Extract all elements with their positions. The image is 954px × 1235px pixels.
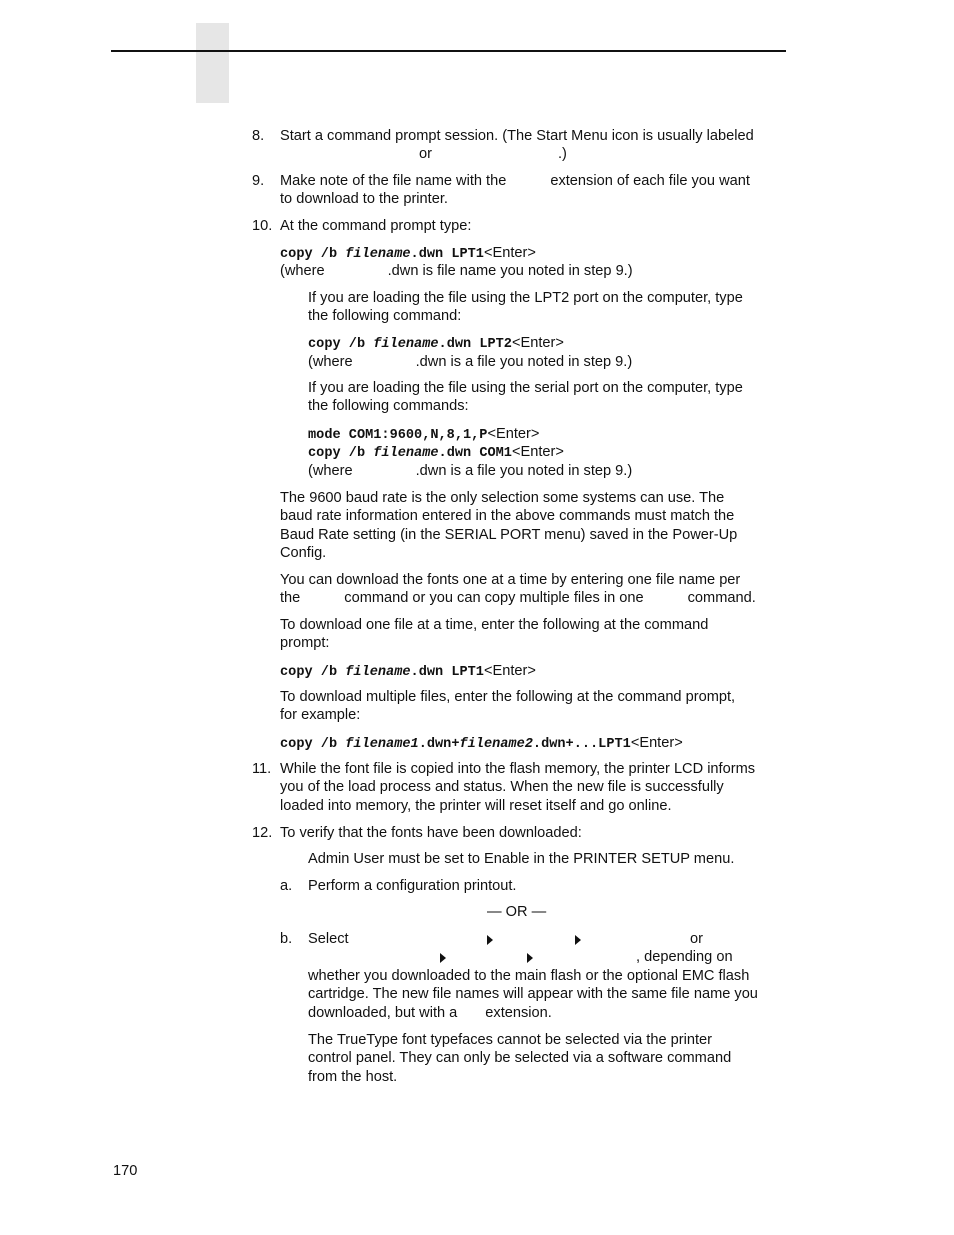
step-8-or: or xyxy=(419,146,432,163)
substep-b-last-line xyxy=(308,1004,758,1022)
substep-a-text: Perform a configuration printout. xyxy=(308,878,517,894)
step-11-number: 11. xyxy=(252,761,272,777)
cmd-target: .dwn LPT2 xyxy=(438,337,512,352)
triangle-right-icon xyxy=(440,950,446,968)
truetype-line: control panel. They can only be selected via a software command xyxy=(308,1050,732,1067)
cmd-enter: <Enter> xyxy=(511,444,564,460)
baud-line: Config. xyxy=(280,545,327,562)
step-11-line: you of the load process and status. When the new file is successfully xyxy=(280,779,724,796)
word-the: the xyxy=(280,590,301,607)
triangle-right-icon xyxy=(487,932,493,950)
single-file-line2: prompt: xyxy=(280,635,330,652)
chapter-tab xyxy=(196,23,229,103)
where-text: .dwn is a file you noted in step 9.) xyxy=(415,354,633,370)
cmd-filename: filename xyxy=(345,665,411,680)
one-at-a-time-line1: You can download the fonts one at a time by entering one file name per xyxy=(280,572,741,588)
step-12-intro: To verify that the fonts have been downloaded: xyxy=(280,825,582,841)
cmd-mode: mode COM1:9600,N,8,1,P xyxy=(308,428,488,443)
baud-line: Baud Rate setting (in the SERIAL PORT menu) saved in the Power-Up xyxy=(280,526,738,543)
command-com1 xyxy=(308,443,564,463)
step-9-line1 xyxy=(280,172,750,190)
step-12-number: 12. xyxy=(252,825,273,841)
serial-line1: If you are loading the file using the serial port on the computer, type xyxy=(308,380,743,396)
lpt2-line2: the following command: xyxy=(308,308,462,325)
substep-b-line1 xyxy=(308,930,349,948)
single-file-paragraph xyxy=(280,616,708,653)
truetype-line: from the host. xyxy=(308,1068,398,1085)
step-8-end: .) xyxy=(557,146,567,163)
truetype-line: The TrueType font typefaces cannot be selected via the printer xyxy=(308,1032,712,1048)
baud-line: The 9600 baud rate is the only selection some systems can use. The xyxy=(280,490,725,506)
multi-file-line2: for example: xyxy=(280,707,361,724)
command-lpt2 xyxy=(308,334,564,354)
serial-paragraph xyxy=(308,379,743,416)
one-at-a-time-paragraph xyxy=(280,571,756,608)
cmd-filename: filename xyxy=(373,337,439,352)
where-note-3 xyxy=(308,462,632,480)
multi-file-paragraph xyxy=(280,688,735,725)
word-command: command. xyxy=(687,590,756,607)
where-text: .dwn is a file you noted in step 9.) xyxy=(415,463,633,479)
downloaded-text: downloaded, but with a xyxy=(308,1004,458,1021)
step-9-line1-a: Make note of the file name with the xyxy=(280,173,507,189)
where-note-1 xyxy=(280,262,633,280)
step-10-number: 10. xyxy=(252,218,273,234)
baud-paragraph xyxy=(280,489,737,563)
step-8-number: 8. xyxy=(252,128,265,144)
step-11-line: While the font file is copied into the flash memory, the printer LCD informs xyxy=(280,761,756,777)
where-label: (where xyxy=(308,463,353,479)
cmd-copy: copy /b xyxy=(308,446,374,461)
baud-line: baud rate information entered in the above commands must match the xyxy=(280,508,735,525)
admin-user-note: Admin User must be set to Enable in the PRINTER SETUP menu. xyxy=(308,851,735,867)
step-8-line2 xyxy=(280,145,754,163)
word-select: Select xyxy=(308,931,349,947)
where-text: .dwn is file name you noted in step 9.) xyxy=(387,263,633,279)
header-rule xyxy=(111,50,786,52)
truetype-note xyxy=(308,1031,731,1086)
where-note-2 xyxy=(308,353,632,371)
lpt2-line1: If you are loading the file using the LPT2 port on the computer, type xyxy=(308,290,743,306)
cmd-copy: copy /b xyxy=(308,337,374,352)
step-8-line1: Start a command prompt session. (The Start Menu icon is usually labeled xyxy=(280,128,754,144)
cmd-copy: copy /b xyxy=(280,247,346,262)
lpt2-paragraph xyxy=(308,289,743,326)
step-9-line2: to download to the printer. xyxy=(280,191,448,208)
or-separator: — OR — xyxy=(487,904,547,920)
serial-line2: the following commands: xyxy=(308,398,469,415)
substep-b-letter: b. xyxy=(280,931,293,947)
step-9-line1-b: extension of each file you want xyxy=(550,173,750,189)
cmd-copy: copy /b xyxy=(280,737,346,752)
step-11-line: loaded into memory, the printer will reset itself and go online. xyxy=(280,797,672,814)
page-number: 170 xyxy=(113,1163,138,1179)
copy-multiple-text: command or you can copy multiple files in one xyxy=(344,590,644,607)
multi-file-line1: To download multiple files, enter the following at the command prompt, xyxy=(280,689,736,705)
cmd-enter: <Enter> xyxy=(487,426,540,442)
cmd-enter: <Enter> xyxy=(483,663,536,679)
depending-on-text: , depending on xyxy=(636,949,733,965)
cmd-ext1: .dwn+ xyxy=(418,737,460,752)
triangle-right-icon xyxy=(575,932,581,950)
cmd-target: .dwn LPT1 xyxy=(410,665,484,680)
step-11-text xyxy=(280,760,755,815)
command-single-file xyxy=(280,662,536,682)
cmd-filename: filename xyxy=(345,247,411,262)
step-8-text xyxy=(280,127,754,164)
extension-text: extension. xyxy=(485,1004,552,1021)
substep-a-letter: a. xyxy=(280,878,293,894)
substep-b-line: whether you downloaded to the main flash or the optional EMC flash xyxy=(308,968,750,984)
where-label: (where xyxy=(280,263,325,279)
cmd-enter: <Enter> xyxy=(511,335,564,351)
step-9-text xyxy=(280,172,750,209)
substep-b-body xyxy=(308,967,758,1022)
cmd-filename2: filename2 xyxy=(459,737,533,752)
command-multi-file xyxy=(280,734,683,754)
word-or: or xyxy=(690,931,703,947)
cmd-enter: <Enter> xyxy=(630,735,683,751)
single-file-line1: To download one file at a time, enter the following at the command xyxy=(280,617,709,633)
step-10-intro: At the command prompt type: xyxy=(280,218,472,234)
cmd-filename1: filename1 xyxy=(345,737,419,752)
substep-b-line: cartridge. The new file names will appear with the same file name you xyxy=(308,986,758,1003)
triangle-right-icon xyxy=(527,950,533,968)
one-at-a-time-line2 xyxy=(280,589,756,607)
where-label: (where xyxy=(308,354,353,370)
step-9-number: 9. xyxy=(252,173,265,189)
cmd-copy: copy /b xyxy=(280,665,346,680)
cmd-filename: filename xyxy=(373,446,439,461)
cmd-target: .dwn+...LPT1 xyxy=(532,737,631,752)
cmd-target: .dwn COM1 xyxy=(438,446,512,461)
cmd-target: .dwn LPT1 xyxy=(410,247,484,262)
cmd-enter: <Enter> xyxy=(483,245,536,261)
